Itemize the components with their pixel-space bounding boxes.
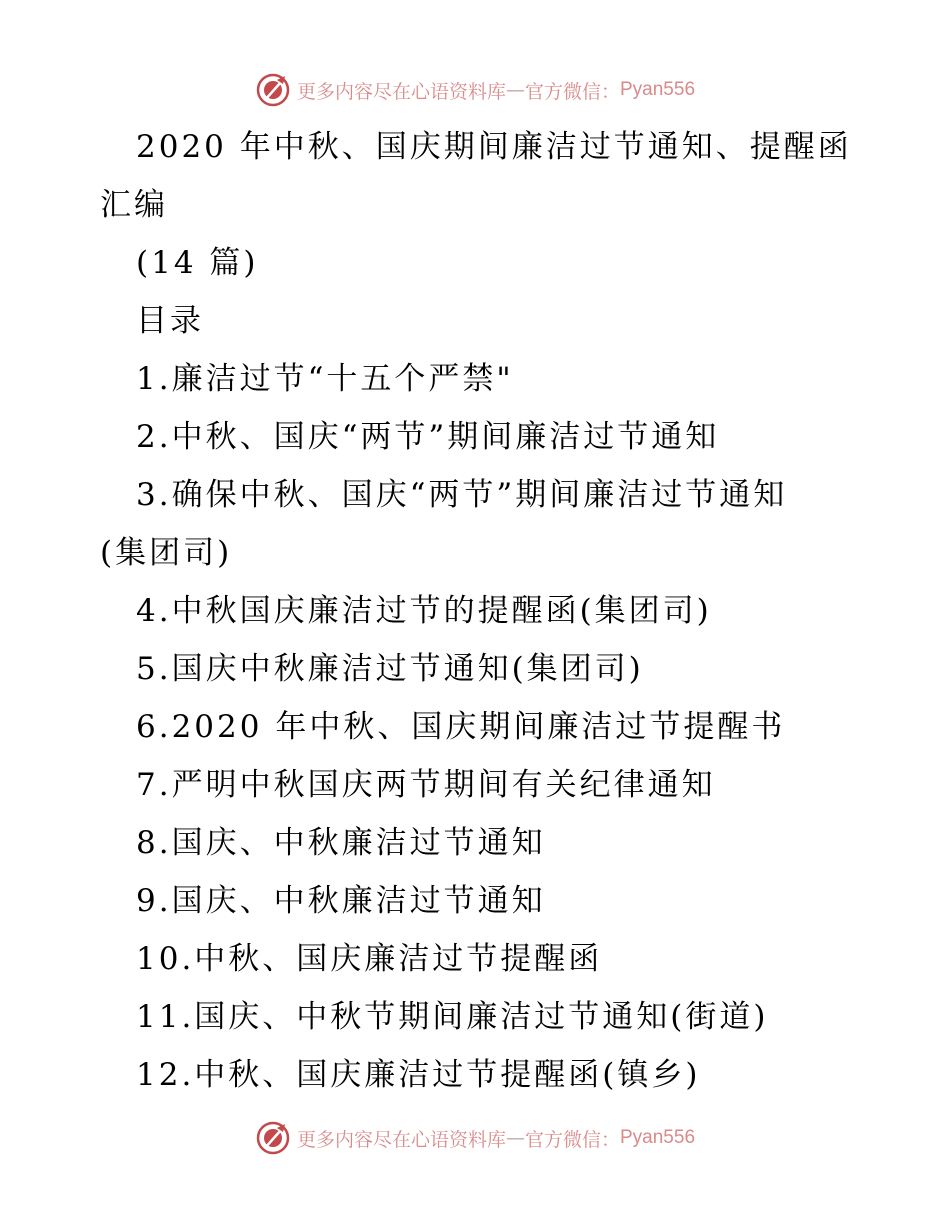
toc-item: 9.国庆、中秋廉洁过节通知	[136, 883, 546, 919]
toc-item: 10.中秋、国庆廉洁过节提醒函	[136, 941, 603, 977]
watermark-id: Pyan556	[620, 79, 696, 100]
watermark-text: 更多内容尽在心语资料库	[296, 1128, 506, 1151]
toc-item: 12.中秋、国庆廉洁过节提醒函(镇乡)	[136, 1057, 701, 1093]
watermark-official: 官方微信：	[524, 80, 620, 103]
toc-item: 8.国庆、中秋廉洁过节通知	[136, 825, 546, 861]
toc-item: 7.严明中秋国庆两节期间有关纪律通知	[136, 767, 716, 803]
watermark-separator: —	[505, 1127, 525, 1149]
toc-item: 4.中秋国庆廉洁过节的提醒函(集团司)	[136, 593, 712, 629]
footer-watermark	[0, 1118, 950, 1158]
toc-heading: 目录	[136, 303, 204, 339]
watermark-text: 更多内容尽在心语资料库	[296, 80, 506, 103]
pen-seal-icon	[255, 1120, 291, 1156]
document-count: (14 篇)	[136, 245, 259, 281]
header-watermark	[0, 70, 950, 110]
watermark-id: Pyan556	[620, 1127, 696, 1148]
toc-item: 1.廉洁过节“十五个严禁"	[136, 361, 514, 397]
document-title-line1: 2020 年中秋、国庆期间廉洁过节通知、提醒函	[136, 129, 852, 165]
toc-item: 3.确保中秋、国庆“两节”期间廉洁过节通知	[136, 477, 788, 513]
watermark-separator: —	[505, 79, 525, 101]
toc-item: 2.中秋、国庆“两节”期间廉洁过节通知	[136, 419, 720, 455]
pen-seal-icon	[255, 72, 291, 108]
toc-item: 11.国庆、中秋节期间廉洁过节通知(街道)	[136, 999, 769, 1035]
document-title-line2: 汇编	[100, 187, 168, 223]
toc-item: 5.国庆中秋廉洁过节通知(集团司)	[136, 651, 644, 687]
toc-item-continuation: (集团司)	[100, 535, 233, 571]
watermark-official: 官方微信：	[524, 1128, 620, 1151]
toc-item: 6.2020 年中秋、国庆期间廉洁过节提醒书	[136, 709, 786, 745]
